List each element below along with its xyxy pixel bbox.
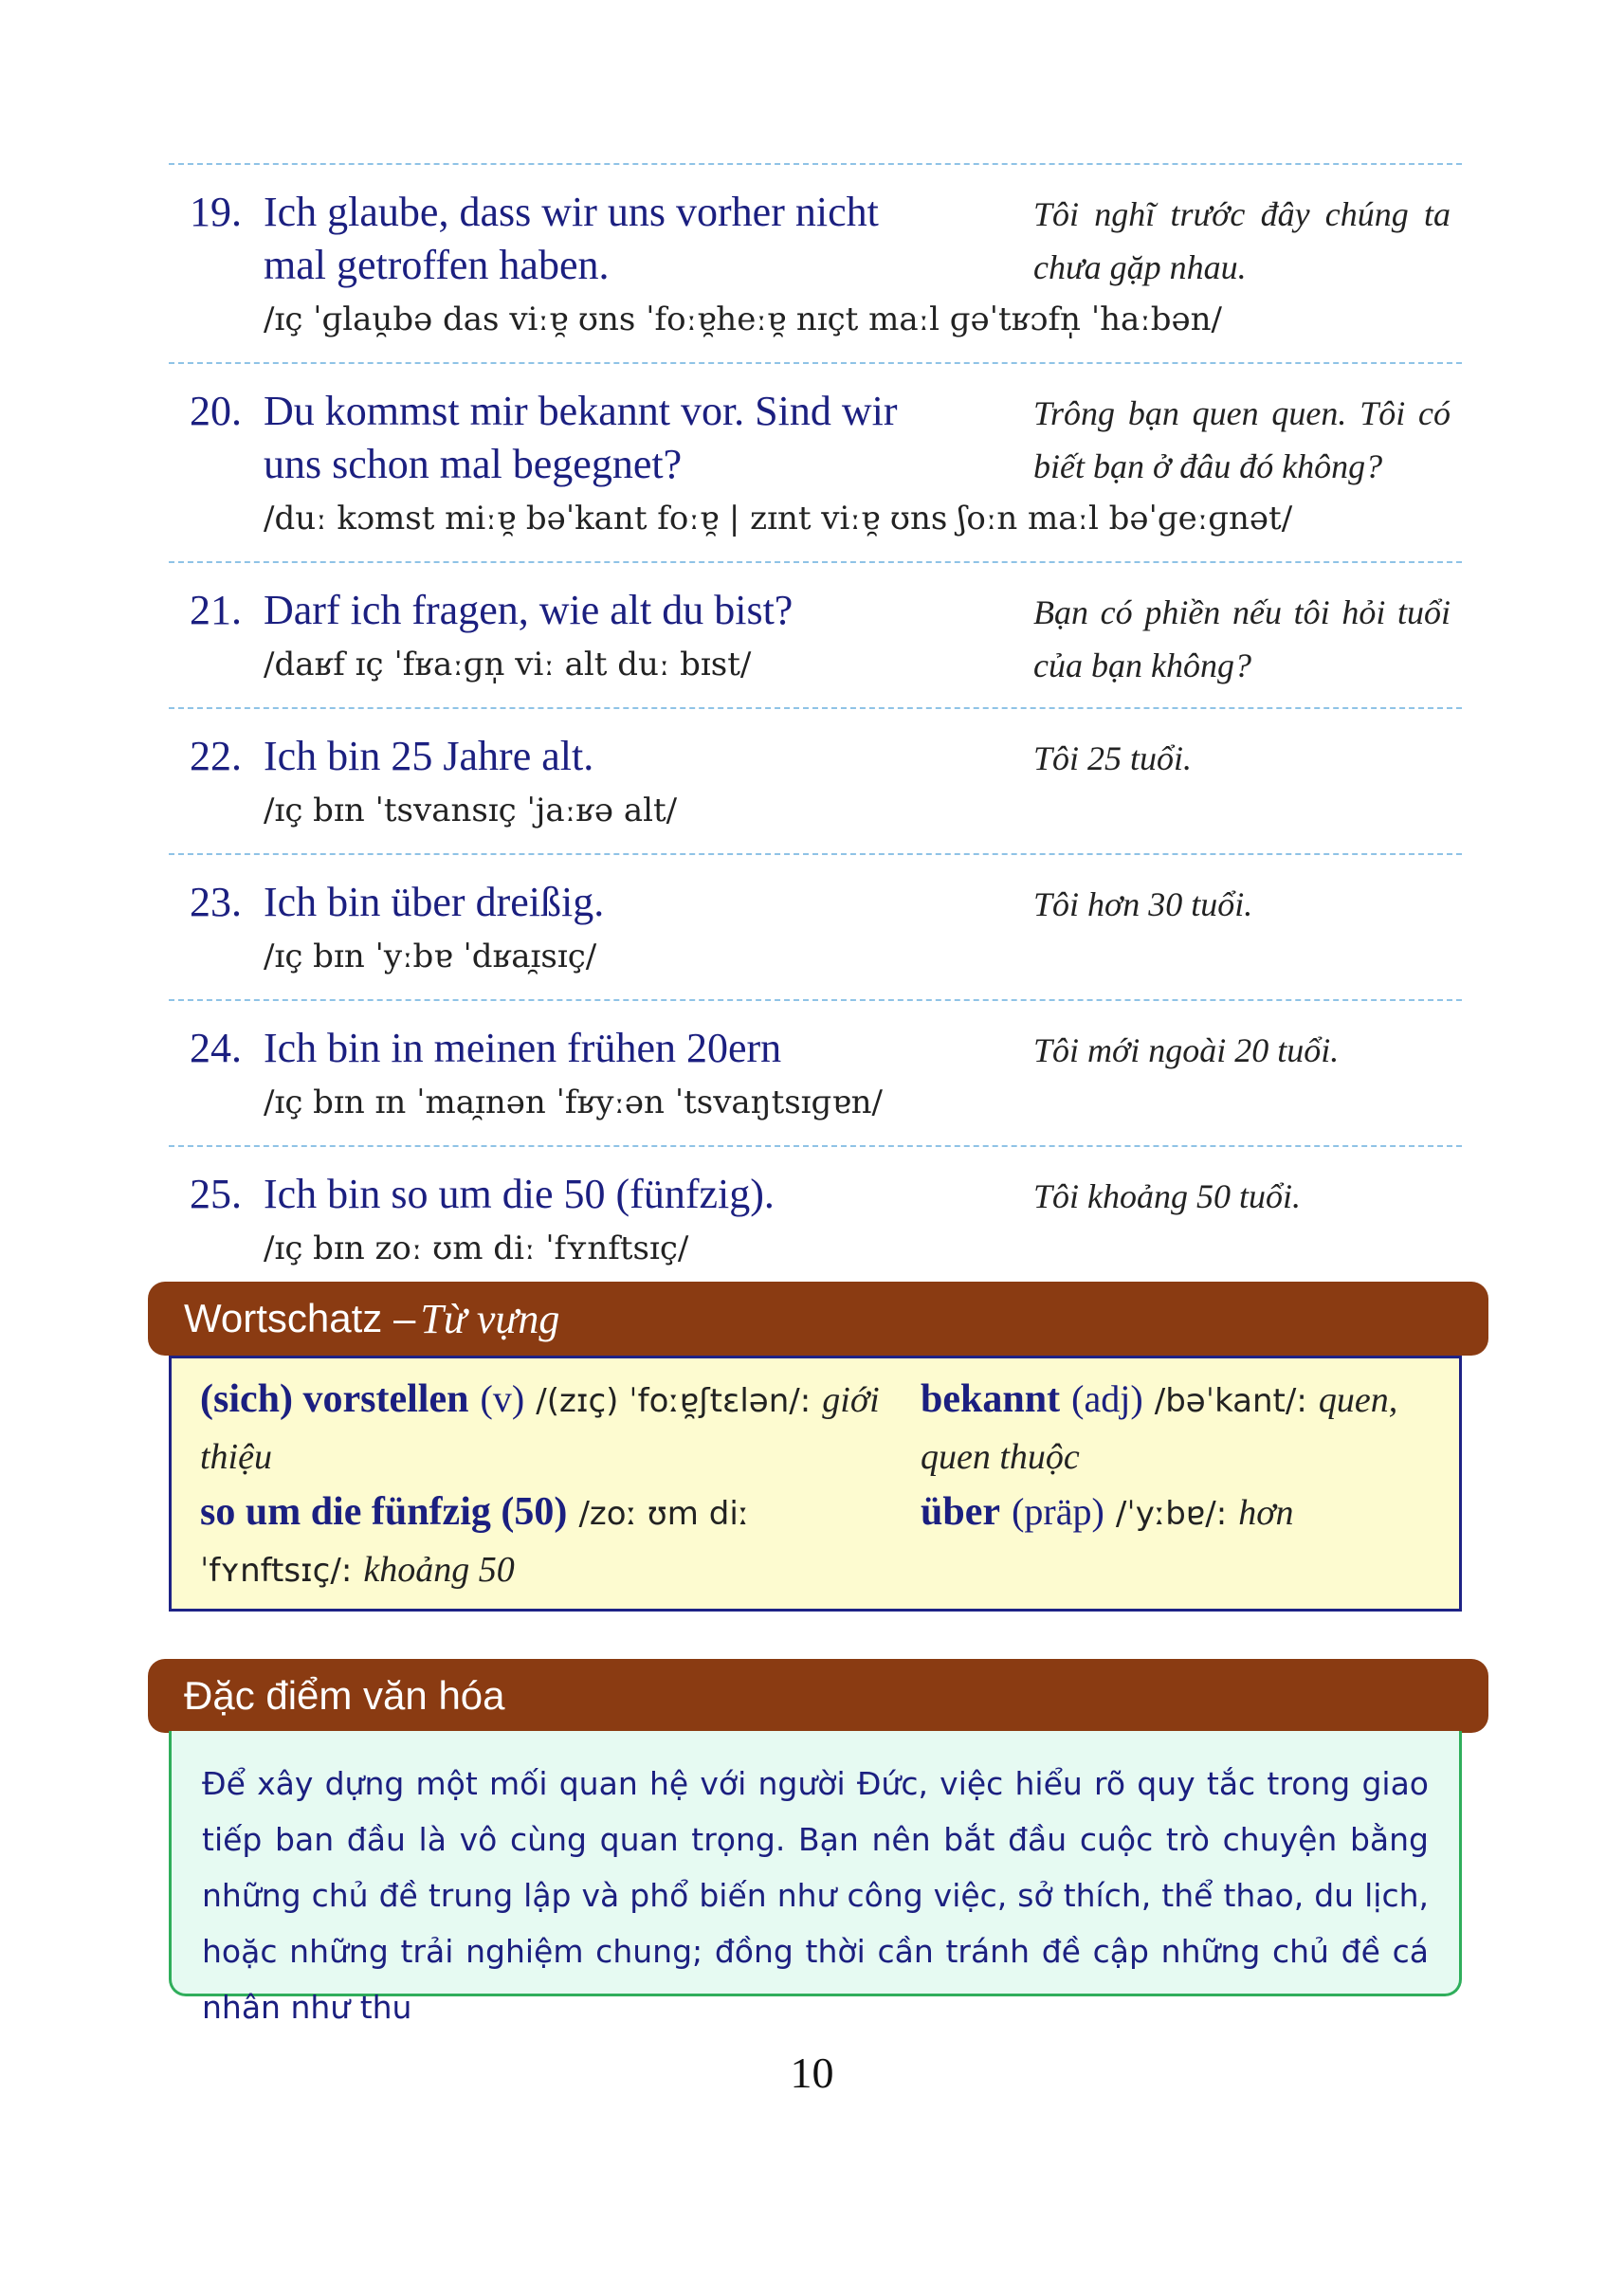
ipa-transcription: /daʁf ɪç ˈfʁaːɡn̩ viː alt duː bɪst/ xyxy=(264,646,752,683)
vocab-column-right xyxy=(921,1372,1451,1541)
culture-header xyxy=(148,1659,1488,1733)
german-phrase xyxy=(169,584,984,637)
vocab-meaning: giới thiệu xyxy=(200,1380,880,1477)
german-phrase xyxy=(169,730,984,783)
vocab-entry xyxy=(200,1372,883,1484)
phrase-number: 25. xyxy=(190,1171,242,1217)
phrase-number: 21. xyxy=(190,587,242,633)
vocab-pos: (adj) xyxy=(1071,1377,1143,1420)
vocab-box xyxy=(169,1356,1462,1612)
ipa-transcription: /ɪç bɪn ˈyːbɐ ˈdʁaɪ̯sɪç/ xyxy=(264,938,597,975)
vietnamese-translation: Tôi khoảng 50 tuổi. xyxy=(1033,1177,1302,1215)
german-line: Ich bin so um die 50 (fünfzig). xyxy=(264,1171,775,1217)
vocab-word: (sich) vorstellen xyxy=(200,1377,469,1421)
culture-text: Để xây dựng một mối quan hệ với người Đức, việc hiểu rõ quy tắc trong giao tiếp ban đầu là vô cùng quan trọng. Bạn nên bắt đầu cuộc trò chuyện bằng những chủ đề trung lập và phổ biến như công việc, sở thích, thể thao, du lịch, hoặc những trải nghiệm chung; đồng thời cần tránh đề cập những chủ đề cá nhân như thu xyxy=(202,1765,1429,2026)
phrase-number: 22. xyxy=(190,733,242,779)
german-line: Ich bin in meinen frühen 20ern xyxy=(264,1025,782,1071)
vietnamese-translation: Bạn có phiền nếu tôi hỏi tuổi của bạn không? xyxy=(1033,593,1451,684)
german-line: Ich bin 25 Jahre alt. xyxy=(264,733,594,779)
vietnamese-translation: Tôi hơn 30 tuổi. xyxy=(1033,885,1253,923)
vocab-word: so um die fünfzig (50) xyxy=(200,1490,568,1534)
vocab-title: Wortschatz – xyxy=(184,1296,416,1340)
german-line: Ich bin über dreißig. xyxy=(264,879,605,925)
phrase-item xyxy=(169,1001,1462,1145)
phrase-item xyxy=(169,855,1462,999)
page-number: 10 xyxy=(790,2049,834,2097)
ipa-transcription: /ɪç bɪn ˈtsvansɪç ˈjaːʁə alt/ xyxy=(264,792,678,829)
phrase-item xyxy=(169,165,1462,362)
ipa-transcription: /duː kɔmst miːɐ̯ bəˈkant foːɐ̯ | zɪnt viːɐ̯ ʊns ʃoːn maːl bəˈɡeːɡnət/ xyxy=(264,500,1293,537)
german-line: mal getroffen haben. xyxy=(264,242,610,288)
phrase-number: 23. xyxy=(190,879,242,925)
german-line: Du kommst mir bekannt vor. Sind wir xyxy=(264,388,898,434)
vietnamese-translation: Tôi mới ngoài 20 tuổi. xyxy=(1033,1031,1340,1069)
vocab-ipa: /ˈyːbɐ/: xyxy=(1115,1495,1228,1533)
vocab-ipa: /zoː ʊm diː ˈfʏnftsɪç/: xyxy=(200,1495,750,1590)
vocab-entry xyxy=(921,1484,1451,1541)
german-phrase xyxy=(169,1022,984,1075)
vocab-entry xyxy=(200,1484,883,1598)
german-phrase xyxy=(169,1168,984,1221)
phrase-item xyxy=(169,1147,1462,1291)
ipa-transcription: /ɪç bɪn ɪn ˈmaɪ̯nən ˈfʁyːən ˈtsvaŋtsɪɡɐn/ xyxy=(264,1084,883,1121)
vocab-word: über xyxy=(921,1490,1000,1534)
vietnamese-translation: Tôi nghĩ trước đây chúng ta chưa gặp nhau. xyxy=(1033,195,1451,286)
vocab-title-italic: Từ vựng xyxy=(420,1295,560,1342)
vocab-meaning: khoảng 50 xyxy=(363,1550,515,1590)
phrase-item xyxy=(169,563,1462,707)
vocab-word: bekannt xyxy=(921,1377,1061,1421)
vocab-meaning: quen, quen thuộc xyxy=(921,1380,1398,1477)
vietnamese-translation: Trông bạn quen quen. Tôi có biết bạn ở đâu đó không? xyxy=(1033,394,1451,485)
phrase-number: 24. xyxy=(190,1025,242,1071)
vocab-pos: (v) xyxy=(480,1377,525,1420)
vocab-ipa: /(zɪç) ˈfoːɐ̯ʃtɛlən/: xyxy=(536,1382,812,1420)
culture-title: Đặc điểm văn hóa xyxy=(184,1673,505,1718)
phrase-number: 19. xyxy=(190,189,242,235)
phrase-list xyxy=(169,163,1462,1293)
culture-box xyxy=(169,1731,1462,2026)
german-phrase xyxy=(169,385,984,491)
german-line: Darf ich fragen, wie alt du bist? xyxy=(264,587,794,633)
vietnamese-translation: Tôi 25 tuổi. xyxy=(1033,739,1193,777)
german-phrase xyxy=(169,186,984,292)
ipa-transcription: /ɪç ˈɡlau̯bə das viːɐ̯ ʊns ˈfoːɐ̯heːɐ̯ nɪçt maːl ɡəˈtʁɔfn̩ ˈhaːbən/ xyxy=(264,301,1222,338)
ipa-transcription: /ɪç bɪn zoː ʊm diː ˈfʏnftsɪç/ xyxy=(264,1229,689,1267)
german-line: Ich glaube, dass wir uns vorher nicht xyxy=(264,189,879,235)
phrase-item xyxy=(169,364,1462,561)
vocab-ipa: /bəˈkant/: xyxy=(1154,1382,1307,1420)
vocab-entry xyxy=(921,1372,1451,1484)
phrase-number: 20. xyxy=(190,388,242,434)
vocab-column-left xyxy=(200,1372,883,1598)
vocab-meaning: hơn xyxy=(1238,1493,1294,1533)
german-line: uns schon mal begegnet? xyxy=(264,441,683,487)
phrase-item xyxy=(169,709,1462,853)
german-phrase xyxy=(169,876,984,929)
vocab-pos: (präp) xyxy=(1012,1490,1104,1533)
vocab-header xyxy=(148,1282,1488,1356)
